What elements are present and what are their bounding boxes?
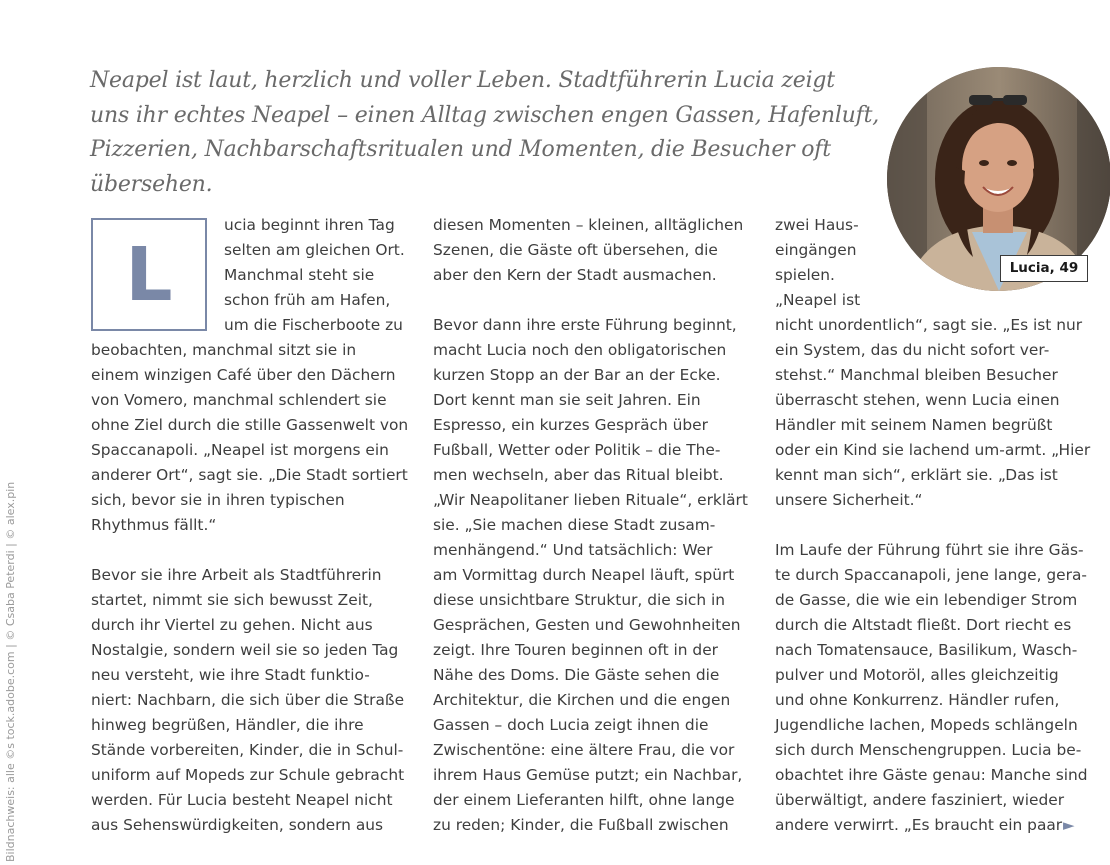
article-line: am Vormittag durch Neapel läuft, spürt xyxy=(433,566,735,584)
article-line: durch ihr Viertel zu gehen. Nicht aus xyxy=(91,616,373,634)
article-line: pulver und Motoröl, alles gleichzeitig xyxy=(775,666,1059,684)
article-line: neu versteht, wie ihre Stadt funktio- xyxy=(91,666,370,684)
article-line: „Neapel ist xyxy=(775,291,861,309)
article-line: ucia beginnt ihren Tag xyxy=(224,216,395,234)
article-line: Nostalgie, sondern weil sie so jeden Tag xyxy=(91,641,399,659)
article-line: Bevor sie ihre Arbeit als Stadtführerin xyxy=(91,566,382,584)
article-line: und ohne Konkurrenz. Händler rufen, xyxy=(775,691,1060,709)
article-line: Gesprächen, Gesten und Gewohnheiten xyxy=(433,616,741,634)
portrait-caption: Lucia, 49 xyxy=(1000,255,1088,282)
article-line: Bevor dann ihre erste Führung beginnt, xyxy=(433,316,737,334)
article-line: ein System, das du nicht sofort ver- xyxy=(775,341,1050,359)
article-line: de Gasse, die wie ein lebendiger Strom xyxy=(775,591,1078,609)
article-line: hinweg begrüßen, Händler, die ihre xyxy=(91,716,364,734)
article-line: einem winzigen Café über den Dächern xyxy=(91,366,396,384)
article-line: sich durch Menschengruppen. Lucia be- xyxy=(775,741,1082,759)
article-line: Dort kennt man sie seit Jahren. Ein xyxy=(433,391,701,409)
drop-cap: L xyxy=(91,218,207,331)
article-line: zu reden; Kinder, die Fußball zwischen xyxy=(433,816,729,834)
article-line: nicht unordentlich“, sagt sie. „Es ist nur xyxy=(775,316,1083,334)
article-line: der einem Lieferanten hilft, ohne lange xyxy=(433,791,735,809)
article-line: diese unsichtbare Struktur, die sich in xyxy=(433,591,726,609)
article-line: Händler mit seinem Namen begrüßt xyxy=(775,416,1053,434)
article-line: „Wir Neapolitaner lieben Rituale“, erklärt xyxy=(433,491,748,509)
article-line: menhängend.“ Und tatsächlich: Wer xyxy=(433,541,713,559)
image-credit: Bildnachweis: alle ©s tock.adobe.com | © Csaba Peterdi | © alex.pin xyxy=(4,481,17,862)
article-line: Architektur, die Kirchen und die engen xyxy=(433,691,731,709)
article-line: werden. Für Lucia besteht Neapel nicht xyxy=(91,791,393,809)
article-line: Szenen, die Gäste oft übersehen, die xyxy=(433,241,718,259)
article-line: ohne Ziel durch die stille Gassenwelt von xyxy=(91,416,409,434)
article-line: zeigt. Ihre Touren beginnen oft in der xyxy=(433,641,719,659)
article-line: nach Tomatensauce, Basilikum, Wasch- xyxy=(775,641,1078,659)
article-line: unsere Sicherheit.“ xyxy=(775,491,923,509)
article-line: anderer Ort“, sagt sie. „Die Stadt sortiert xyxy=(91,466,408,484)
article-line: te durch Spaccanapoli, jene lange, gera- xyxy=(775,566,1087,584)
article-line: men wechseln, aber das Ritual bleibt. xyxy=(433,466,724,484)
article-line: Fußball, Wetter oder Politik – die The- xyxy=(433,441,721,459)
article-line: Stände vorbereiten, Kinder, die in Schul- xyxy=(91,741,404,759)
article-line: diesen Momenten – kleinen, alltäglichen xyxy=(433,216,744,234)
continue-arrow-icon: ► xyxy=(1063,816,1075,834)
article-line: Rhythmus fällt.“ xyxy=(91,516,217,534)
intro-paragraph: Neapel ist laut, herzlich und voller Leben. Stadtführerin Lucia zeigt uns ihr echtes Neapel – einen Alltag zwischen engen Gassen, Hafenluft, Pizzerien, Nachbarschaftsritualen und Momenten, die Besucher oft übersehen. xyxy=(90,68,880,197)
article-line: zwei Haus- xyxy=(775,216,859,234)
article-line: überwältigt, andere fasziniert, wieder xyxy=(775,791,1065,809)
article-line: um die Fischerboote zu xyxy=(224,316,403,334)
article-line: überrascht stehen, wenn Lucia einen xyxy=(775,391,1060,409)
article-line: selten am gleichen Ort. xyxy=(224,241,405,259)
article-line: spielen. xyxy=(775,266,835,284)
article-line: obachtet ihre Gäste genau: Manche sind xyxy=(775,766,1088,784)
article-line: niert: Nachbarn, die sich über die Straße xyxy=(91,691,405,709)
article-line: Espresso, ein kurzes Gespräch über xyxy=(433,416,708,434)
article-line: Spaccanapoli. „Neapel ist morgens ein xyxy=(91,441,389,459)
article-line: sie. „Sie machen diese Stadt zusam- xyxy=(433,516,716,534)
article-line: kurzen Stopp an der Bar an der Ecke. xyxy=(433,366,721,384)
article-line: aus Sehenswürdigkeiten, sondern aus xyxy=(91,816,384,834)
article-line: Manchmal steht sie xyxy=(224,266,375,284)
article-line: beobachten, manchmal sitzt sie in xyxy=(91,341,357,359)
article-line: uniform auf Mopeds zur Schule gebracht xyxy=(91,766,405,784)
article-line: von Vomero, manchmal schlendert sie xyxy=(91,391,387,409)
article-line: aber den Kern der Stadt ausmachen. xyxy=(433,266,717,284)
article-line: macht Lucia noch den obligatorischen xyxy=(433,341,727,359)
article-line: ihrem Haus Gemüse putzt; ein Nachbar, xyxy=(433,766,743,784)
article-line: schon früh am Hafen, xyxy=(224,291,391,309)
article-line: oder ein Kind sie lachend um-armt. „Hier xyxy=(775,441,1091,459)
article-line: Jugendliche lachen, Mopeds schlängeln xyxy=(775,716,1078,734)
article-line: durch die Altstadt fließt. Dort riecht es xyxy=(775,616,1072,634)
article-line: startet, nimmt sie sich bewusst Zeit, xyxy=(91,591,373,609)
article-line: Im Laufe der Führung führt sie ihre Gäs- xyxy=(775,541,1084,559)
article-line: stehst.“ Manchmal bleiben Besucher xyxy=(775,366,1058,384)
article-line: eingängen xyxy=(775,241,857,259)
article-line: kennt man sich“, erklärt sie. „Das ist xyxy=(775,466,1058,484)
article-line: Nähe des Doms. Die Gäste sehen die xyxy=(433,666,720,684)
article-line: Gassen – doch Lucia zeigt ihnen die xyxy=(433,716,709,734)
article-line: sich, bevor sie in ihren typischen xyxy=(91,491,345,509)
article-line: Zwischentöne: eine ältere Frau, die vor xyxy=(433,741,735,759)
article-line: andere verwirrt. „Es braucht ein paar xyxy=(775,816,1063,834)
